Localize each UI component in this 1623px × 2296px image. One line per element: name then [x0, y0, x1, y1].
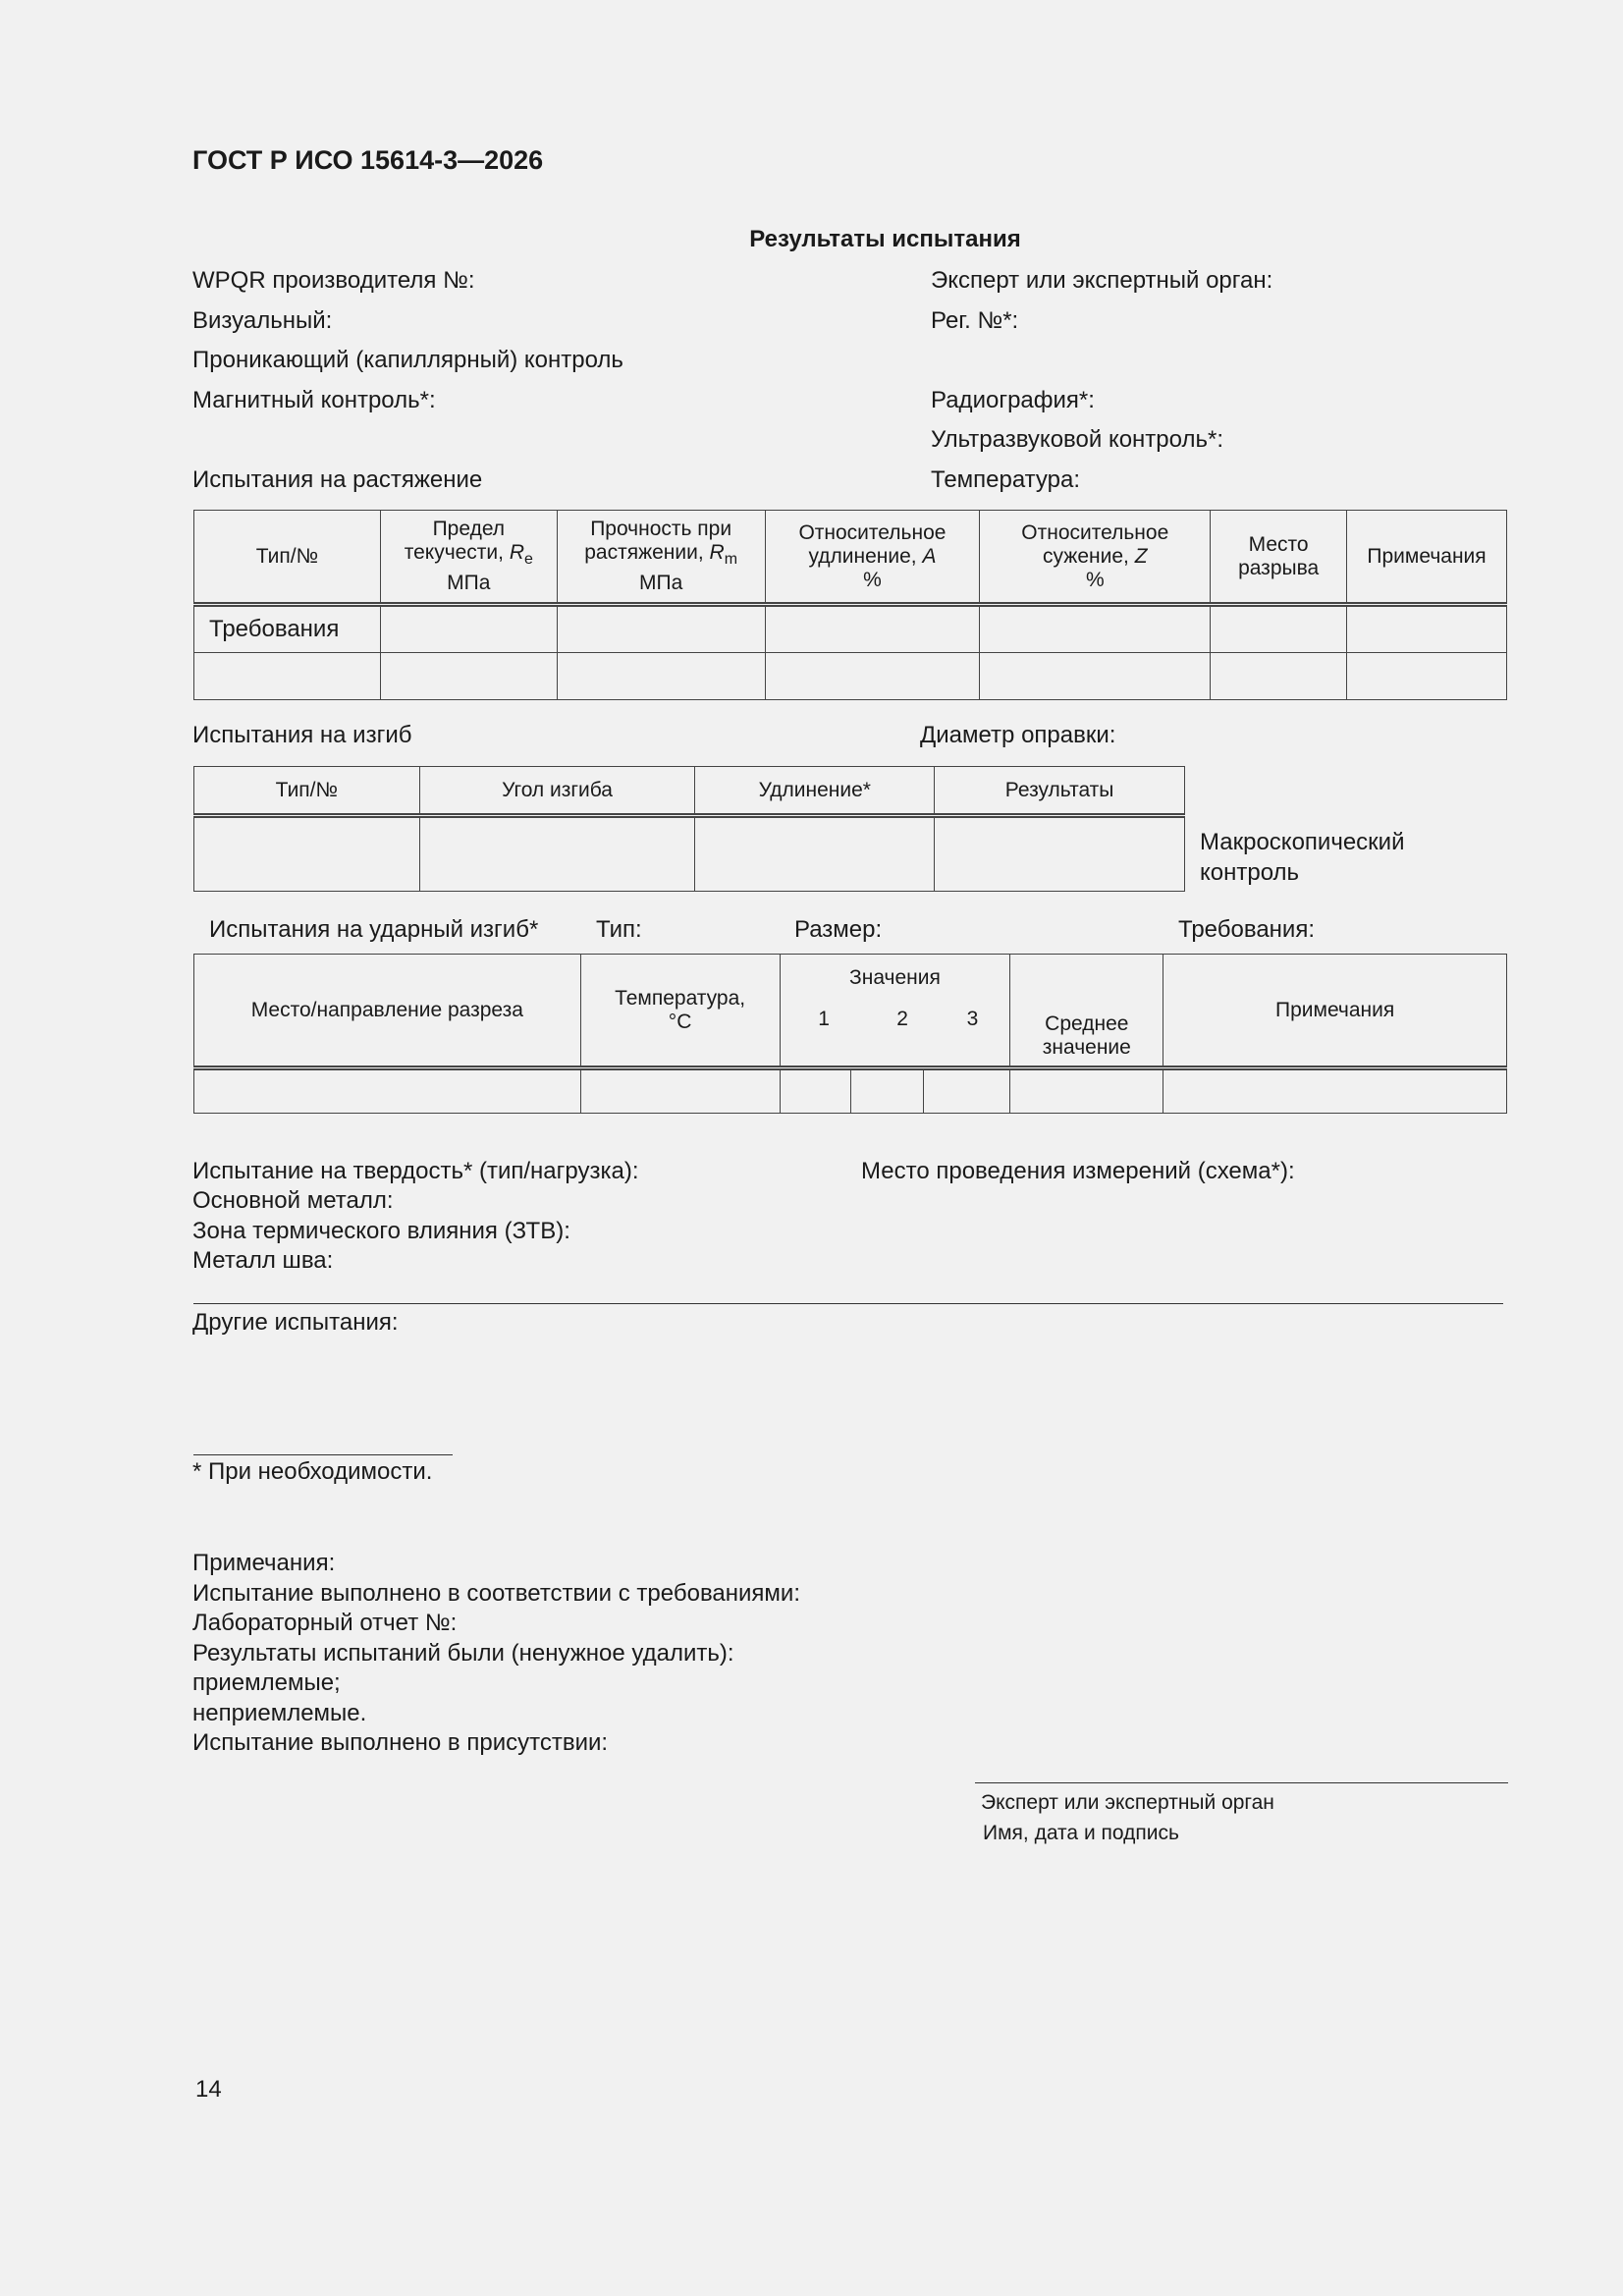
haz-label: Зона термического влияния (ЗТВ):	[192, 1218, 570, 1244]
col-results: Результаты	[935, 767, 1185, 816]
impact-type-label: Тип:	[596, 916, 642, 943]
wpqr-label: WPQR производителя №:	[192, 267, 475, 294]
section-title: Результаты испытания	[749, 226, 1021, 252]
table-row	[194, 653, 1507, 700]
requirements-cell: Требования	[194, 605, 381, 653]
bend-title: Испытания на изгиб	[192, 722, 412, 748]
col-elongation: Относительное удлинение, A %	[765, 511, 980, 605]
col-values: Значения	[780, 955, 1010, 996]
signature-line	[975, 1782, 1508, 1783]
value-1-header: 1	[780, 996, 851, 1068]
col-average: Среднее значение	[1010, 955, 1163, 1068]
notes-line: неприемлемые.	[192, 1699, 367, 1726]
bend-table	[193, 766, 1185, 892]
tensile-title: Испытания на растяжение	[192, 466, 483, 493]
mandrel-label: Диаметр оправки:	[920, 722, 1116, 748]
page-number: 14	[195, 2076, 222, 2103]
col-reduction: Относительное сужение, Z %	[980, 511, 1211, 605]
notes-line: Испытание выполнено в присутствии:	[192, 1729, 609, 1756]
col-type-no: Тип/№	[194, 511, 381, 605]
signature-name-date: Имя, дата и подпись	[983, 1822, 1179, 1844]
col-bend-angle: Угол изгиба	[419, 767, 695, 816]
table-row	[194, 816, 1185, 892]
notes-block	[192, 1549, 800, 1759]
notes-line: Лабораторный отчет №:	[192, 1610, 458, 1636]
col-notes: Примечания	[1163, 955, 1507, 1068]
value-2-header: 2	[851, 996, 924, 1068]
tensile-table	[193, 510, 1507, 700]
signature-expert: Эксперт или экспертный орган	[981, 1791, 1274, 1814]
impact-title: Испытания на ударный изгиб*	[209, 916, 539, 943]
radiography-label: Радиография*:	[931, 387, 1095, 413]
other-tests-label: Другие испытания:	[192, 1309, 399, 1336]
expert-label: Эксперт или экспертный орган:	[931, 267, 1273, 294]
notes-line: приемлемые;	[192, 1669, 341, 1696]
standard-number: ГОСТ Р ИСО 15614-3—2026	[192, 145, 544, 175]
col-cut-location: Место/направление разреза	[194, 955, 581, 1068]
visual-label: Визуальный:	[192, 307, 333, 334]
col-temperature: Температура, °C	[580, 955, 780, 1068]
notes-line: Результаты испытаний были (ненужное удалить):	[192, 1639, 734, 1667]
penetrant-label: Проникающий (капиллярный) контроль	[192, 347, 623, 373]
weld-metal-label: Металл шва:	[192, 1247, 334, 1274]
col-elongation: Удлинение*	[695, 767, 935, 816]
table-row	[194, 605, 1507, 653]
magnetic-label: Магнитный контроль*:	[192, 387, 436, 413]
value-3-header: 3	[924, 996, 1010, 1068]
base-metal-label: Основной металл:	[192, 1187, 394, 1214]
reg-label: Рег. №*:	[931, 307, 1019, 334]
notes-line: Испытание выполнено в соответствии с требованиями:	[192, 1579, 800, 1607]
macro-label: Макроскопический контроль	[1200, 829, 1405, 886]
divider	[193, 1303, 1503, 1304]
col-type-no: Тип/№	[194, 767, 420, 816]
temperature-label: Температура:	[931, 466, 1081, 493]
hardness-location: Место проведения измерений (схема*):	[861, 1158, 1295, 1184]
impact-size-label: Размер:	[794, 916, 883, 943]
col-yield: Предел текучести, $R_e$ МПа	[380, 511, 557, 605]
col-fracture-location: Место разрыва	[1211, 511, 1347, 605]
col-notes: Примечания	[1347, 511, 1507, 605]
col-tensile-strength: Прочность при растяжении, $R_m$ МПа	[557, 511, 765, 605]
footnote: * При необходимости.	[192, 1458, 433, 1485]
notes-line: Примечания:	[192, 1550, 336, 1576]
ultrasonic-label: Ультразвуковой контроль*:	[931, 426, 1223, 453]
table-row	[194, 1068, 1507, 1114]
footnote-rule	[193, 1454, 453, 1455]
impact-req-label: Требования:	[1178, 916, 1315, 943]
hardness-title: Испытание на твердость* (тип/нагрузка):	[192, 1158, 639, 1184]
impact-table	[193, 954, 1507, 1114]
